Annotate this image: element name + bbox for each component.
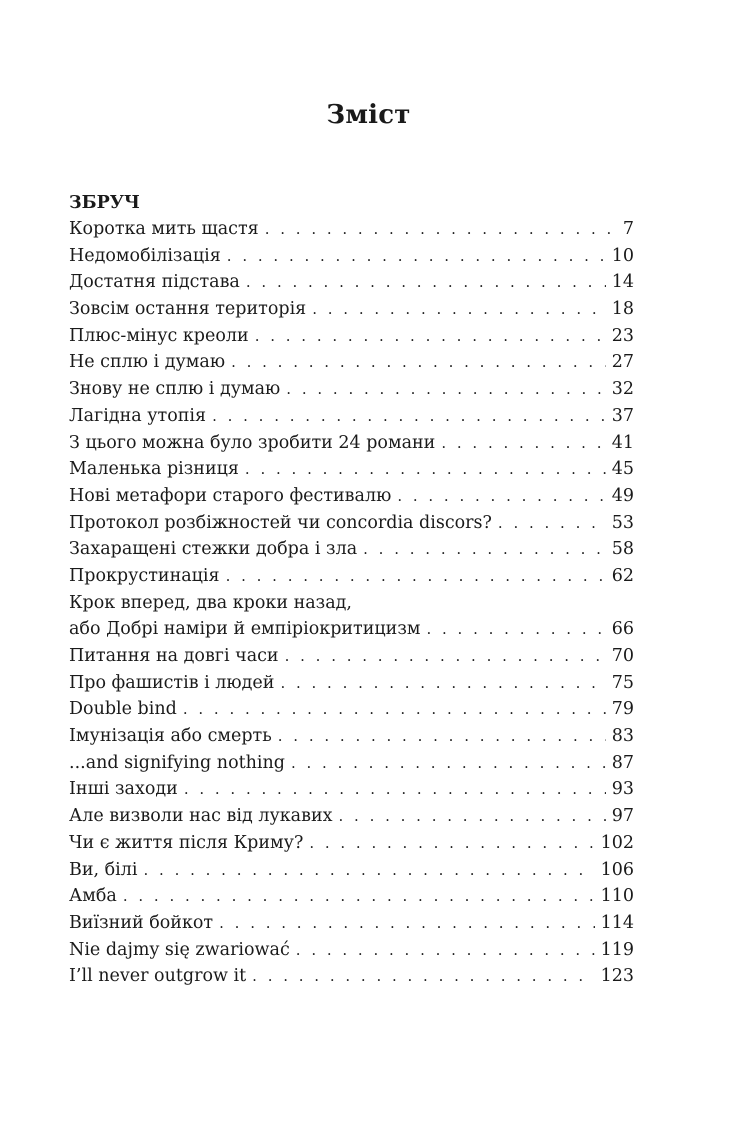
toc-entry <box>69 963 634 990</box>
toc-entry-title: Виїзний бойкот <box>69 912 214 933</box>
toc-entry-page: 97 <box>611 806 634 827</box>
toc-entry <box>69 510 634 537</box>
toc-entry-title: Чи є життя після Криму? <box>69 832 304 853</box>
toc-entry-page: 32 <box>611 379 634 400</box>
toc-entry-title: ...and signifying nothing <box>69 752 285 773</box>
toc-entry <box>69 830 634 857</box>
page-title: Зміст <box>326 100 411 130</box>
toc-entry-page: 119 <box>600 939 634 960</box>
toc-entry-title: Достатня підстава <box>69 272 240 293</box>
toc-entry-page: 70 <box>611 646 634 666</box>
toc-entry-page: 37 <box>611 405 634 426</box>
leader-dots <box>123 883 595 910</box>
section-heading: ЗБРУЧ <box>69 193 140 213</box>
toc-entry-page: 53 <box>611 512 634 533</box>
toc-entry <box>69 803 634 830</box>
leader-dots <box>265 216 610 243</box>
toc-entry-title-line1: Крок вперед, два кроки назад, <box>69 592 352 613</box>
toc-entry-title: Але визволи нас від лукавих <box>69 806 333 827</box>
toc-entry-page: 93 <box>611 779 634 800</box>
toc-entry <box>69 456 634 483</box>
leader-dots <box>309 830 594 857</box>
leader-dots <box>426 616 605 643</box>
leader-dots <box>280 670 605 697</box>
leader-dots <box>184 776 606 803</box>
toc-entry-page: 66 <box>611 619 634 640</box>
toc-entry-title: Ви, білі <box>69 859 138 880</box>
toc-entry-page: 75 <box>611 672 634 693</box>
leader-dots <box>291 750 606 777</box>
toc-entry <box>69 776 634 803</box>
toc-entry-title: Не сплю і думаю <box>69 352 226 373</box>
leader-dots <box>285 643 606 670</box>
toc-entry <box>69 269 634 296</box>
toc-entry <box>69 243 634 270</box>
leader-dots <box>226 563 606 590</box>
toc-entry <box>69 349 634 376</box>
toc-entry-page: 114 <box>600 912 634 933</box>
toc-entry-page: 123 <box>600 966 634 987</box>
toc-entry-title: З цього можна було зробити 24 романи <box>69 432 436 453</box>
toc-entry <box>69 483 634 510</box>
toc-entry-page: 23 <box>611 325 634 346</box>
toc-entry <box>69 403 634 430</box>
toc-entry <box>69 323 634 350</box>
leader-dots <box>498 510 606 537</box>
leader-dots <box>219 910 594 937</box>
toc-entry <box>69 696 634 723</box>
toc-entry <box>69 430 634 457</box>
toc-entry <box>69 536 634 563</box>
toc-entry <box>69 376 634 403</box>
table-of-contents <box>69 190 634 990</box>
toc-entry-page: 58 <box>611 539 634 560</box>
toc-entry <box>69 296 634 323</box>
toc-entry <box>69 883 634 910</box>
toc-entry <box>69 563 634 590</box>
leader-dots <box>278 723 606 750</box>
leader-dots <box>286 376 605 403</box>
leader-dots <box>231 349 606 376</box>
toc-entry-title: Зовсім остання територія <box>69 299 307 320</box>
toc-entry-title: Double bind <box>69 699 177 720</box>
toc-entry-page: 27 <box>611 352 634 373</box>
toc-entry-page: 18 <box>611 299 634 320</box>
toc-entry-page: 49 <box>611 485 634 506</box>
toc-entry <box>69 670 634 697</box>
toc-entry-title: Недомобілізація <box>69 245 221 266</box>
toc-entry-title: Nie dajmy się zwariować <box>69 939 290 960</box>
toc-entry <box>69 857 634 884</box>
toc-entry-title: Питання на довгі часи <box>69 646 279 666</box>
toc-entry-title: Про фашистів і людей <box>69 672 275 693</box>
toc-entry-page: 14 <box>611 272 634 293</box>
toc-entry-page: 10 <box>611 245 634 266</box>
toc-entry-page: 106 <box>600 859 634 880</box>
leader-dots <box>183 696 606 723</box>
toc-entry-title: Плюс-мінус креоли <box>69 325 249 346</box>
toc-entry-title: Лагідна утопія <box>69 405 207 426</box>
leader-dots <box>363 536 606 563</box>
leader-dots <box>144 857 595 884</box>
toc-entry <box>69 723 634 750</box>
toc-entry-title: I’ll never outgrow it <box>69 966 247 987</box>
toc-entry-title: Протокол розбіжностей чи concordia discors? <box>69 512 492 533</box>
toc-entry <box>69 616 634 643</box>
toc-entry-title: Нові метафори старого фестивалю <box>69 485 392 506</box>
toc-entry <box>69 750 634 777</box>
toc-entry <box>69 937 634 964</box>
leader-dots <box>246 269 606 296</box>
toc-entry-title: Інші заходи <box>69 779 178 800</box>
leader-dots <box>255 323 606 350</box>
toc-entry-title: Прокрустинація <box>69 565 220 586</box>
leader-dots <box>296 937 595 964</box>
toc-entry-page: 7 <box>622 219 634 239</box>
toc-entry-title: Імунізація або смерть <box>69 726 272 747</box>
leader-dots <box>227 243 606 270</box>
toc-entry-title: Коротка мить щастя <box>69 219 259 239</box>
leader-dots <box>252 963 594 990</box>
leader-dots <box>397 483 605 510</box>
toc-entry-page: 45 <box>611 459 634 480</box>
toc-entry <box>69 910 634 937</box>
leader-dots <box>212 403 606 430</box>
toc-entry-page: 110 <box>600 886 634 907</box>
toc-entry-title: або Добрі наміри й емпіріокритицизм <box>69 619 421 640</box>
toc-entry <box>69 643 634 670</box>
toc-entry-page: 83 <box>611 726 634 747</box>
toc-entry-title: Знову не сплю і думаю <box>69 379 281 400</box>
toc-entry-page: 102 <box>600 832 634 853</box>
toc-entry-page: 41 <box>611 432 634 453</box>
leader-dots <box>339 803 606 830</box>
toc-entry-title: Маленька різниця <box>69 459 239 480</box>
toc-entry-title: Амба <box>69 886 117 907</box>
toc-entry-page: 62 <box>611 565 634 586</box>
leader-dots <box>441 430 605 457</box>
toc-entry-page: 87 <box>611 752 634 773</box>
toc-entry <box>69 216 634 243</box>
toc-entry-page: 79 <box>611 699 634 720</box>
leader-dots <box>312 296 606 323</box>
leader-dots <box>245 456 606 483</box>
toc-entry-title: Захаращені стежки добра і зла <box>69 539 358 560</box>
